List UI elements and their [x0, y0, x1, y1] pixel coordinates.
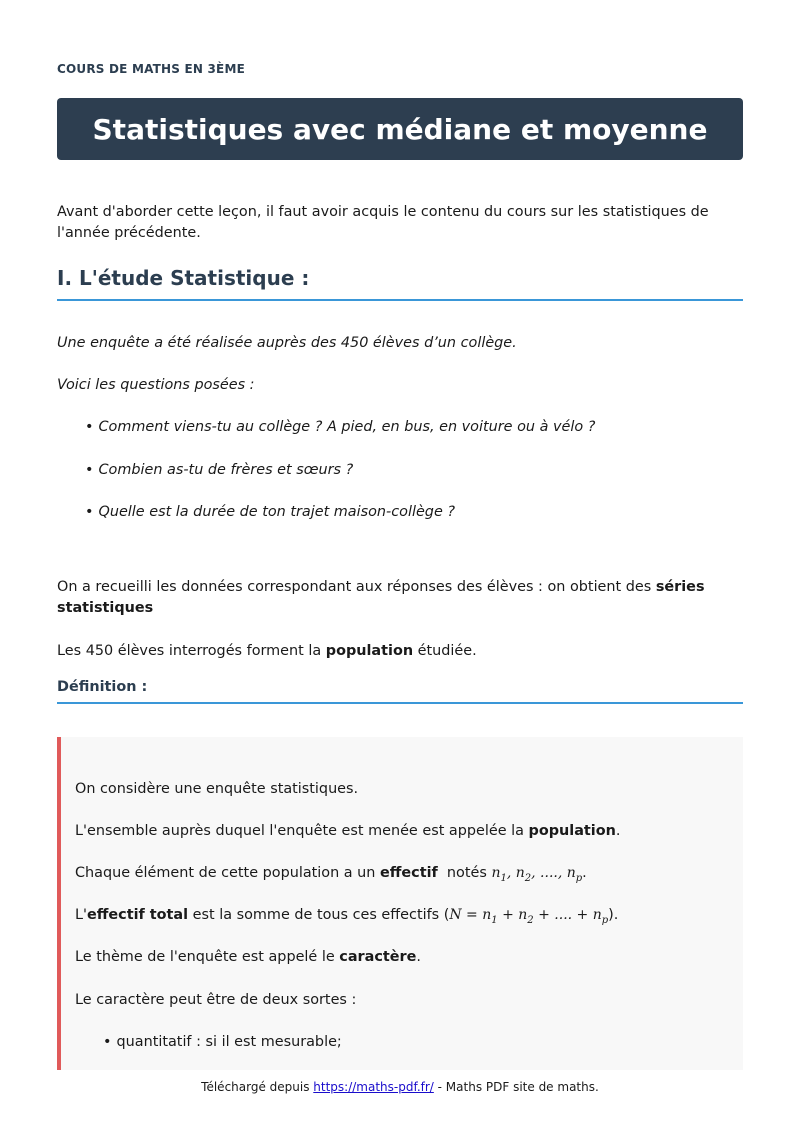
def-line: Le caractère peut être de deux sortes :: [75, 992, 357, 1008]
def-term: effectif total: [86, 907, 189, 923]
def-text: .: [416, 949, 421, 965]
def-text: .: [582, 865, 587, 881]
section-heading: I. L'étude Statistique :: [57, 266, 743, 301]
def-term: population: [528, 823, 616, 839]
question-item: • Combien as-tu de frères et sœurs ?: [85, 460, 353, 481]
math-formula: $n_1$, $n_2$, ...., $n_p$: [491, 865, 583, 884]
def-term: caractère: [339, 949, 417, 965]
collected-paragraph: [57, 577, 743, 619]
def-text: .: [615, 823, 621, 839]
def-line: [75, 863, 735, 889]
def-line: [75, 947, 735, 968]
definition-box: [57, 737, 743, 1070]
page-title: Statistiques avec médiane et moyenne: [57, 98, 743, 160]
footer: [0, 1080, 800, 1094]
series-term: séries statistiques: [57, 579, 705, 616]
footer-link[interactable]: https://maths-pdf.fr/: [313, 1080, 434, 1094]
collected-text: On a recueilli les données correspondant aux réponses des élèves : on obtient des: [57, 579, 656, 595]
population-term: population: [325, 643, 414, 659]
def-line: [75, 905, 735, 931]
question-item: • Quelle est la durée de ton trajet maison-collège ?: [85, 502, 455, 523]
definition-heading: Définition :: [57, 679, 743, 704]
question-item: • Comment viens-tu au collège ? A pied, en bus, en voiture ou à vélo ?: [85, 417, 595, 438]
def-line: On considère une enquête statistiques.: [75, 781, 359, 797]
def-text: notés: [437, 865, 492, 881]
intro-paragraph: Avant d'aborder cette leçon, il faut avoir acquis le contenu du cours sur les statistiques de l'année précédente.: [57, 204, 709, 241]
survey-text: Une enquête a été réalisée auprès des 450 élèves d’un collège.: [57, 335, 517, 351]
def-text: L': [75, 907, 87, 923]
def-text: Chaque élément de cette population a un: [75, 865, 380, 881]
population-text: Les 450 élèves interrogés forment la: [57, 643, 326, 659]
math-formula: $N = n_1 + n_2$ + .... + $n_p$: [449, 907, 609, 926]
def-term: effectif: [380, 865, 438, 881]
questions-intro: Voici les questions posées :: [57, 377, 255, 393]
def-text: est la somme de tous ces effectifs (: [188, 907, 450, 923]
footer-text: - Maths PDF site de maths.: [433, 1080, 599, 1094]
footer-text: Téléchargé depuis: [201, 1080, 314, 1094]
def-text: ).: [608, 907, 619, 923]
def-text: Le thème de l'enquête est appelé le: [75, 949, 340, 965]
def-text: L'ensemble auprès duquel l'enquête est menée est appelée la: [75, 823, 529, 839]
population-suffix: étudiée.: [413, 643, 477, 659]
population-paragraph: [57, 641, 743, 662]
course-kicker: COURS DE MATHS EN 3ÈME: [57, 62, 245, 76]
def-bullet: • quantitatif : si il est mesurable;: [103, 1032, 342, 1053]
def-line: [75, 821, 735, 842]
